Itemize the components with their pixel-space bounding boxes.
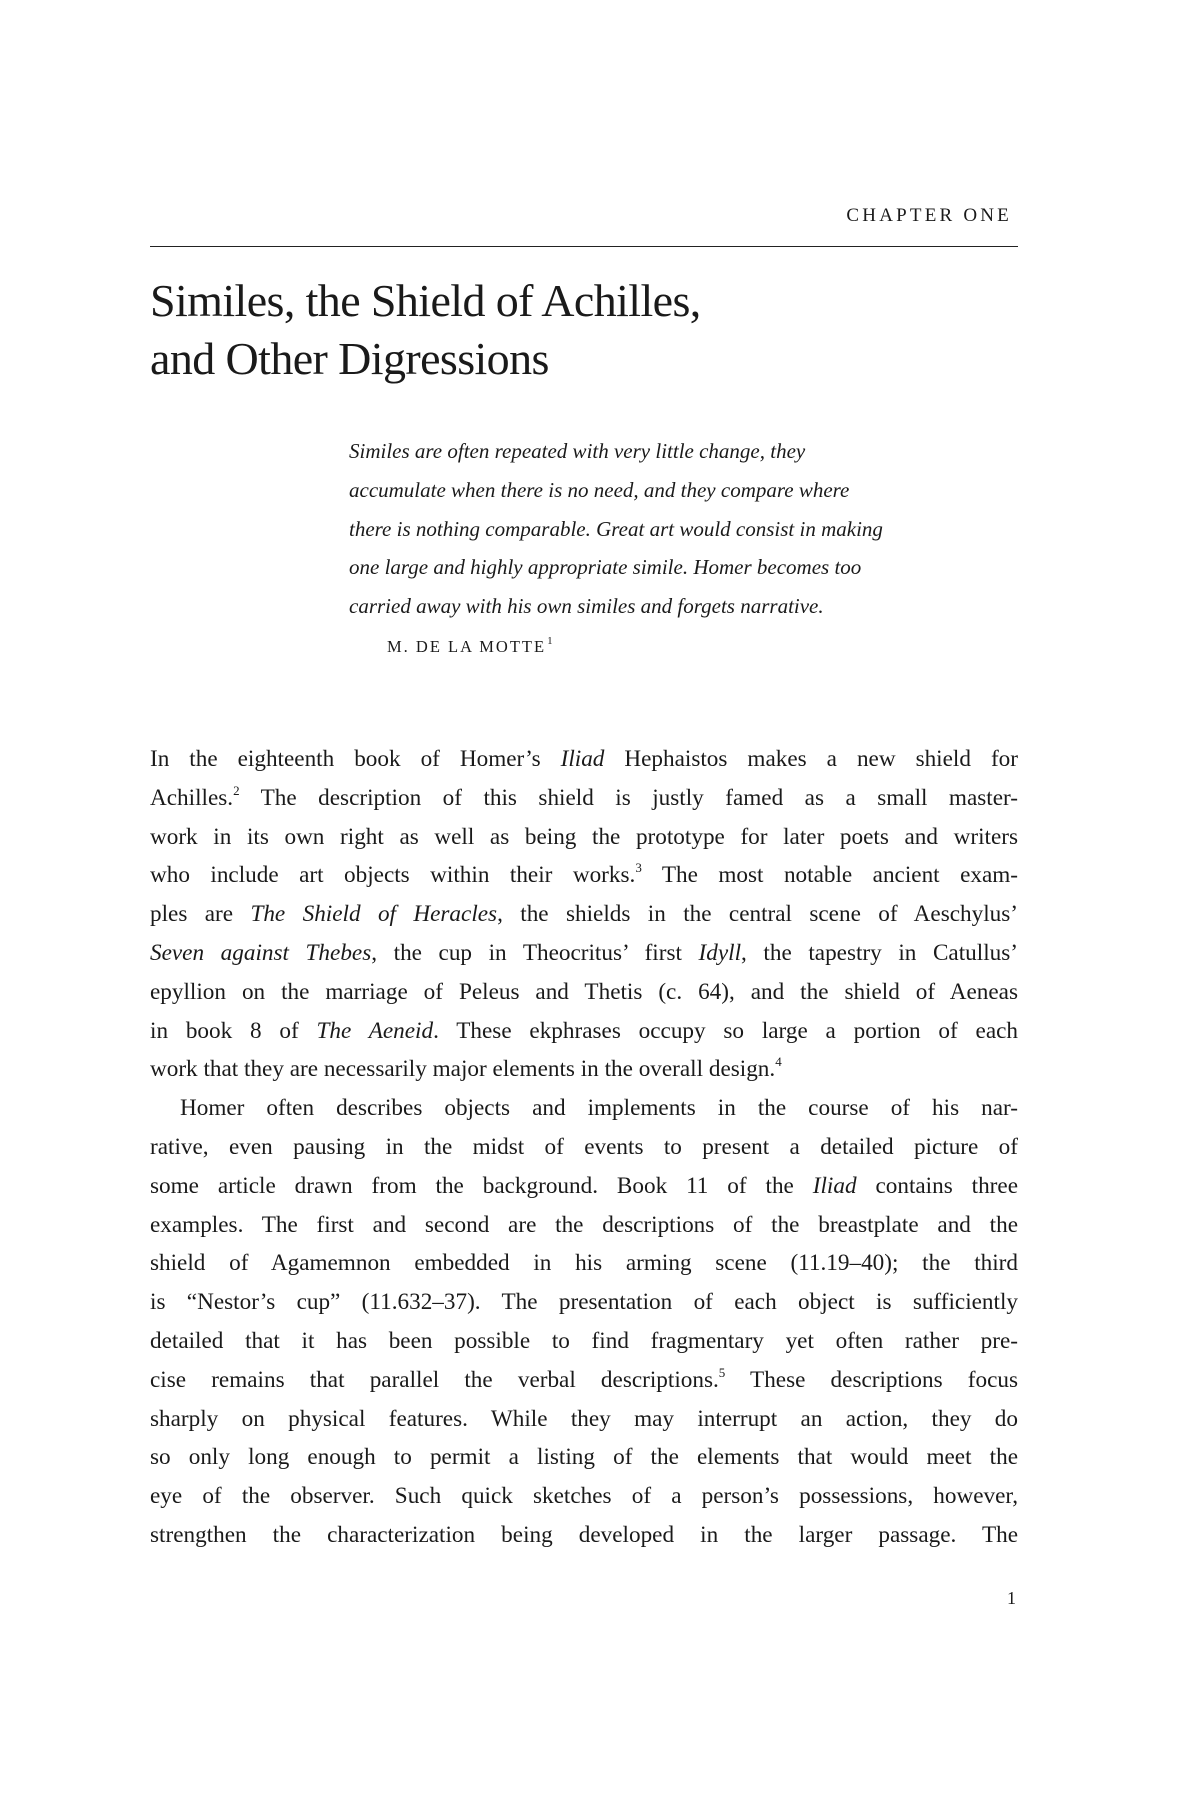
italic-title: Iliad: [560, 746, 605, 772]
body-text-segment: These descriptions focus: [725, 1366, 1018, 1393]
body-line: [150, 1089, 1018, 1128]
body-line: [150, 934, 1018, 973]
body-line: [150, 1400, 1018, 1439]
epigraph-author: M. DE LA MOTTE: [387, 636, 547, 656]
italic-title: The Shield of Heracles: [250, 901, 498, 928]
body-text-segment: Hephaistos makes a new shield for: [604, 746, 1018, 772]
body-text-segment: work in its own right as well as being the prototype for later poets and writers: [150, 823, 1018, 850]
body-text: [150, 740, 1018, 1555]
body-text-segment: . These ekphrases occupy so large a portion of each: [433, 1017, 1018, 1044]
epigraph-line: accumulate when there is no need, and they compare where: [349, 477, 850, 502]
footnote-ref-5[interactable]: 5: [718, 1364, 726, 1380]
body-text-segment: eye of the observer. Such quick sketches of a person’s possessions, however,: [150, 1483, 1018, 1510]
body-text-segment: Homer often describes objects and implements in the course of his nar-: [180, 1095, 1018, 1122]
epigraph-line: there is nothing comparable. Great art would consist in making: [349, 516, 883, 541]
body-line: [150, 895, 1018, 934]
body-line: [150, 1244, 1018, 1283]
footnote-ref-3[interactable]: 3: [635, 860, 642, 876]
body-line: [150, 1167, 1018, 1206]
body-text-segment: , the cup in Theocritus’ first: [371, 939, 699, 966]
body-text-segment: some article drawn from the background. Book 11 of the: [150, 1172, 813, 1199]
epigraph-line: Similes are often repeated with very little change, they: [349, 439, 806, 463]
body-text-segment: The most notable ancient exam-: [641, 862, 1019, 889]
body-text-segment: detailed that it has been possible to find fragmentary yet often rather pre-: [150, 1327, 1018, 1354]
epigraph: [349, 432, 989, 662]
epigraph-quote: [349, 432, 989, 626]
epigraph-attribution: [387, 626, 989, 662]
body-text-segment: strengthen the characterization being developed in the larger passage. The: [150, 1521, 1018, 1548]
body-line: [150, 1477, 1018, 1516]
body-text-segment: , the tapestry in Catullus’: [741, 939, 1018, 966]
footnote-ref-2[interactable]: 2: [233, 782, 240, 798]
header-rule: [150, 246, 1018, 247]
epigraph-line: carried away with his own similes and forgets narrative.: [349, 594, 824, 619]
body-line: [150, 818, 1018, 857]
body-line: [150, 1050, 1018, 1089]
body-line: [150, 1322, 1018, 1361]
body-text-segment: shield of Agamemnon embedded in his arming scene (11.19–40); the third: [150, 1250, 1018, 1277]
body-line: [150, 740, 1018, 779]
chapter-title: [150, 272, 950, 388]
body-line: [150, 1206, 1018, 1245]
body-text-segment: contains three: [856, 1172, 1018, 1199]
body-text-segment: examples. The first and second are the descriptions of the breastplate and the: [150, 1211, 1018, 1238]
body-line: [150, 973, 1018, 1012]
body-text-segment: The description of this shield is justly famed as a small master-: [239, 784, 1018, 811]
body-line: [150, 1361, 1018, 1400]
footnote-ref-1[interactable]: 1: [547, 634, 553, 647]
body-text-segment: who include art objects within their works.: [150, 862, 636, 889]
body-text-segment: in book 8 of: [150, 1017, 317, 1044]
body-text-segment: so only long enough to permit a listing of the elements that would meet the: [150, 1444, 1018, 1471]
epigraph-line: one large and highly appropriate simile. Homer becomes too: [349, 555, 862, 580]
running-head: CHAPTER ONE: [846, 205, 1012, 226]
italic-title: Idyll: [698, 939, 742, 966]
body-line: [150, 1438, 1018, 1477]
body-line: [150, 1012, 1018, 1051]
body-text-segment: In the eighteenth book of Homer’s: [150, 746, 561, 772]
footnote-ref-4[interactable]: 4: [775, 1054, 782, 1070]
chapter-title-line-1: Similes, the Shield of Achilles,: [150, 275, 701, 326]
body-text-segment: sharply on physical features. While they may interrupt an action, they do: [150, 1405, 1018, 1432]
body-line: [150, 1128, 1018, 1167]
body-line: [150, 779, 1018, 818]
italic-title: Iliad: [812, 1172, 857, 1199]
body-text-segment: ples are: [150, 901, 251, 928]
body-line: [150, 856, 1018, 895]
body-line: [150, 1516, 1018, 1555]
body-text-segment: , the shields in the central scene of Aeschylus’: [497, 901, 1018, 928]
italic-title: The Aeneid: [316, 1017, 434, 1044]
body-text-segment: work that they are necessarily major elements in the overall design.: [150, 1056, 776, 1083]
body-text-segment: epyllion on the marriage of Peleus and Thetis (c. 64), and the shield of Aeneas: [150, 978, 1018, 1005]
body-text-segment: cise remains that parallel the verbal descriptions.: [150, 1366, 719, 1393]
body-text-segment: rative, even pausing in the midst of events to present a detailed picture of: [150, 1133, 1018, 1160]
italic-title: Seven against Thebes: [150, 939, 372, 966]
body-text-segment: is “Nestor’s cup” (11.632–37). The presentation of each object is sufficiently: [150, 1289, 1018, 1316]
page-number: 1: [1007, 1588, 1016, 1608]
body-line: [150, 1283, 1018, 1322]
body-text-segment: Achilles.: [150, 784, 234, 811]
chapter-title-line-2: and Other Digressions: [150, 333, 549, 384]
